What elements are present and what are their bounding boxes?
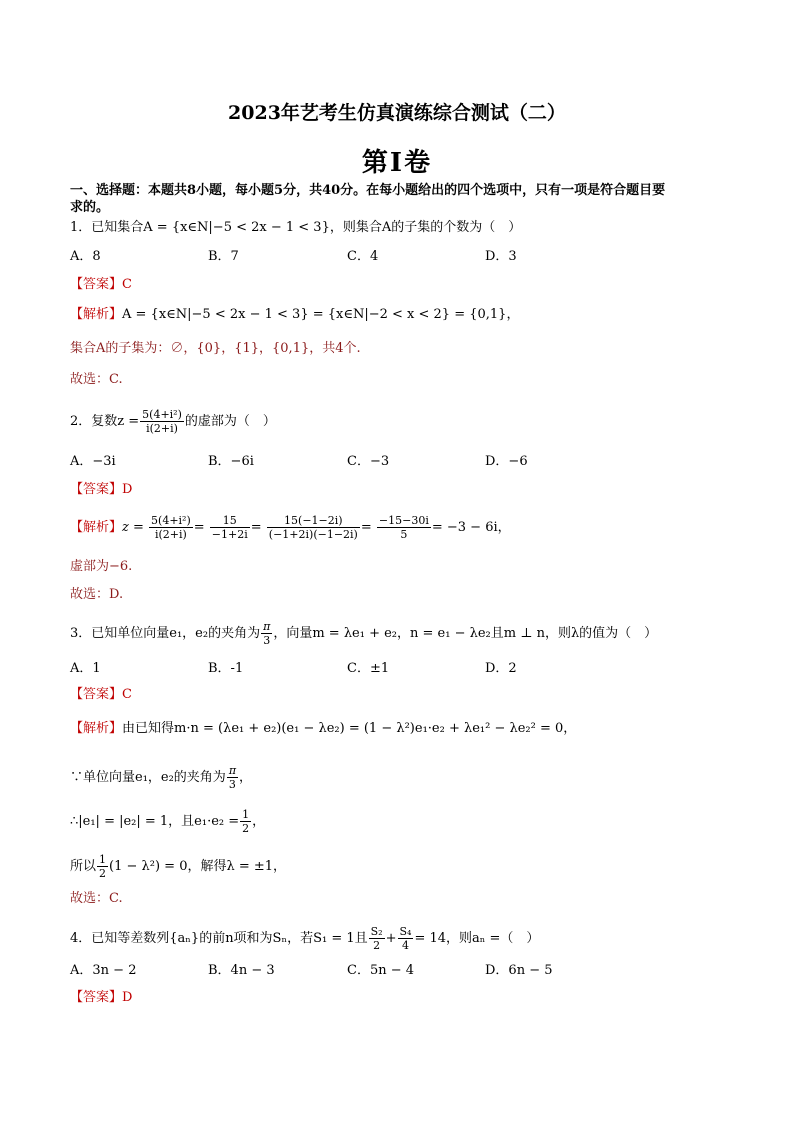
q2-choice-c: C．−3 xyxy=(347,454,390,469)
q3-stem-pre: 3．已知单位向量e₁，e₂的夹角为 xyxy=(70,626,261,641)
q3-a3-fraction xyxy=(240,808,251,835)
q3-a3-post: ， xyxy=(252,814,266,829)
section-instructions-line2: 求的。 xyxy=(70,200,110,215)
q2-f4-num: −15−30i xyxy=(378,514,429,527)
q2-f3-num: 15(−1−2i) xyxy=(267,514,360,528)
q1-choice-c: C．4 xyxy=(347,249,379,264)
q1-analysis-text: A = {x∈N|−5 < 2x − 1 < 3} = {x∈N|−2 < x < 2} = {0,1}， xyxy=(122,307,520,322)
q3-analysis-text: 由已知得m·n = (λe₁ + e₂)(e₁ − λe₂) = (1 − λ²)e₁·e₂ + λe₁² − λe₂² = 0， xyxy=(122,721,577,736)
exam-title: 2023年艺考生仿真演练综合测试（二） xyxy=(228,102,566,124)
q3-a4-den: 2 xyxy=(99,867,107,880)
q3-a4-post: (1 − λ²) = 0，解得λ = ±1， xyxy=(109,859,287,874)
q1-analysis xyxy=(70,306,519,324)
q3-analysis-line4 xyxy=(70,853,286,880)
q3-choice-c: C．±1 xyxy=(347,661,390,676)
q2-analysis-tail: = −3 − 6i， xyxy=(431,520,511,535)
q4-plus: + xyxy=(385,931,397,946)
q3-stem-numerator: π xyxy=(263,620,271,633)
q3-a4-pre: 所以 xyxy=(70,859,97,874)
q4-stem-pre: 4．已知等差数列{aₙ}的前n项和为Sₙ，若S₁ = 1且 xyxy=(70,931,368,946)
q4-f1-den: 2 xyxy=(373,939,381,952)
q3-analysis-label: 【解析】 xyxy=(70,721,123,736)
q2-choice-b: B．−6i xyxy=(208,454,254,469)
q4-fraction-2 xyxy=(398,925,414,952)
q4-fraction-1 xyxy=(369,925,385,952)
q2-fraction-2 xyxy=(210,514,250,541)
q2-note: 虚部为−6. xyxy=(70,559,133,574)
q2-stem-denominator: i(2+i) xyxy=(146,422,178,435)
q3-answer: 【答案】C xyxy=(70,687,132,702)
q3-stem-denominator: 3 xyxy=(263,634,271,647)
q3-analysis-line3 xyxy=(70,808,265,835)
q3-a4-fraction xyxy=(97,853,108,880)
q1-choice-d: D．3 xyxy=(485,249,517,264)
q2-answer: 【答案】D xyxy=(70,482,133,497)
q2-stem xyxy=(70,408,276,435)
q2-f3-den: (−1+2i)(−1−2i) xyxy=(268,528,358,541)
q3-analysis-line1 xyxy=(70,720,576,738)
q1-choice-b: B．7 xyxy=(208,249,239,264)
q2-f2-den: −1+2i xyxy=(211,528,248,541)
q2-analysis: 【解析】z = $\frac{\text{5(4+i²)}}{i(2+i)}$ = $\frac{15}{-1+2i}$ = $\frac{15(-1-2i)}{(-1+2i)(-1-2i)}$ = $\frac{-15-30i}{5}$ = −3 − 6i， xyxy=(70,514,511,541)
q3-a3-den: 2 xyxy=(242,822,250,835)
q2-stem-pre: 2．复数z = xyxy=(70,414,140,429)
q3-analysis-line2 xyxy=(70,764,252,791)
q3-choice-a: A．1 xyxy=(70,661,101,676)
q2-fraction-3 xyxy=(267,514,360,541)
q2-f1-den: i(2+i) xyxy=(154,528,187,541)
q4-f1-num: S₂ xyxy=(370,925,383,938)
q2-stem-fraction xyxy=(140,408,184,435)
q2-f1-num: 5(4+i²) xyxy=(151,514,191,527)
q4-f2-den: 4 xyxy=(401,939,409,952)
q2-analysis-z: z = xyxy=(122,520,144,535)
q3-a2-pre: ∵单位向量e₁，e₂的夹角为 xyxy=(70,770,226,785)
q2-choice-d: D．−6 xyxy=(485,454,528,469)
q1-stem: 1．已知集合A = {x∈N|−5 < 2x − 1 < 3}，则集合A的子集的个数为（ ） xyxy=(70,220,522,235)
section-instructions-line1: 一、选择题：本题共8小题，每小题5分，共40分。在每小题给出的四个选项中，只有一项是符合题目要 xyxy=(70,183,666,198)
q3-a2-den: 3 xyxy=(228,778,236,791)
q1-conclusion: 故选：C. xyxy=(70,372,123,387)
q3-a4-num: 1 xyxy=(99,853,107,866)
q2-analysis-label: 【解析】 xyxy=(70,520,123,535)
q3-choice-b: B．-1 xyxy=(208,661,244,676)
exam-subtitle: 第Ⅰ卷 xyxy=(361,148,433,178)
q3-stem-post: ，向量m = λe₁ + e₂，n = e₁ − λe₂且m ⊥ n，则λ的值为（ ） xyxy=(273,626,658,641)
q4-stem-post: = 14，则aₙ =（ ） xyxy=(414,931,540,946)
q4-choice-c: C．5n − 4 xyxy=(347,963,415,978)
q2-f2-num: 15 xyxy=(210,514,250,528)
q4-f2-num: S₄ xyxy=(399,925,412,938)
q2-stem-numerator: 5(4+i²) xyxy=(142,408,182,421)
q2-fraction-4 xyxy=(377,514,431,541)
q2-fraction-1 xyxy=(149,514,193,541)
q3-a2-fraction xyxy=(227,764,238,791)
q3-a2-num: π xyxy=(228,764,237,777)
q2-stem-post: 的虚部为（ ） xyxy=(184,414,276,429)
q2-f4-den: 5 xyxy=(400,528,408,541)
q3-stem-fraction xyxy=(261,620,272,647)
q4-stem xyxy=(70,925,539,952)
q3-choice-d: D．2 xyxy=(485,661,517,676)
q4-answer: 【答案】D xyxy=(70,990,133,1005)
q4-choice-b: B．4n − 3 xyxy=(208,963,275,978)
q3-stem xyxy=(70,620,657,647)
q2-choice-a: A．−3i xyxy=(70,454,116,469)
q3-a3-num: 1 xyxy=(242,808,250,821)
q4-choice-d: D．6n − 5 xyxy=(485,963,553,978)
q1-analysis-label: 【解析】 xyxy=(70,307,123,322)
q2-conclusion: 故选：D. xyxy=(70,587,124,602)
q3-a3-pre: ∴|e₁| = |e₂| = 1，且e₁·e₂ = xyxy=(70,814,240,829)
q3-conclusion: 故选：C. xyxy=(70,891,123,906)
q1-answer: 【答案】C xyxy=(70,277,132,292)
q1-note: 集合A的子集为：∅，{0}，{1}，{0,1}，共4个. xyxy=(70,341,361,356)
q1-choice-a: A．8 xyxy=(70,249,101,264)
q3-a2-post: ， xyxy=(239,770,253,785)
q4-choice-a: A．3n − 2 xyxy=(70,963,137,978)
